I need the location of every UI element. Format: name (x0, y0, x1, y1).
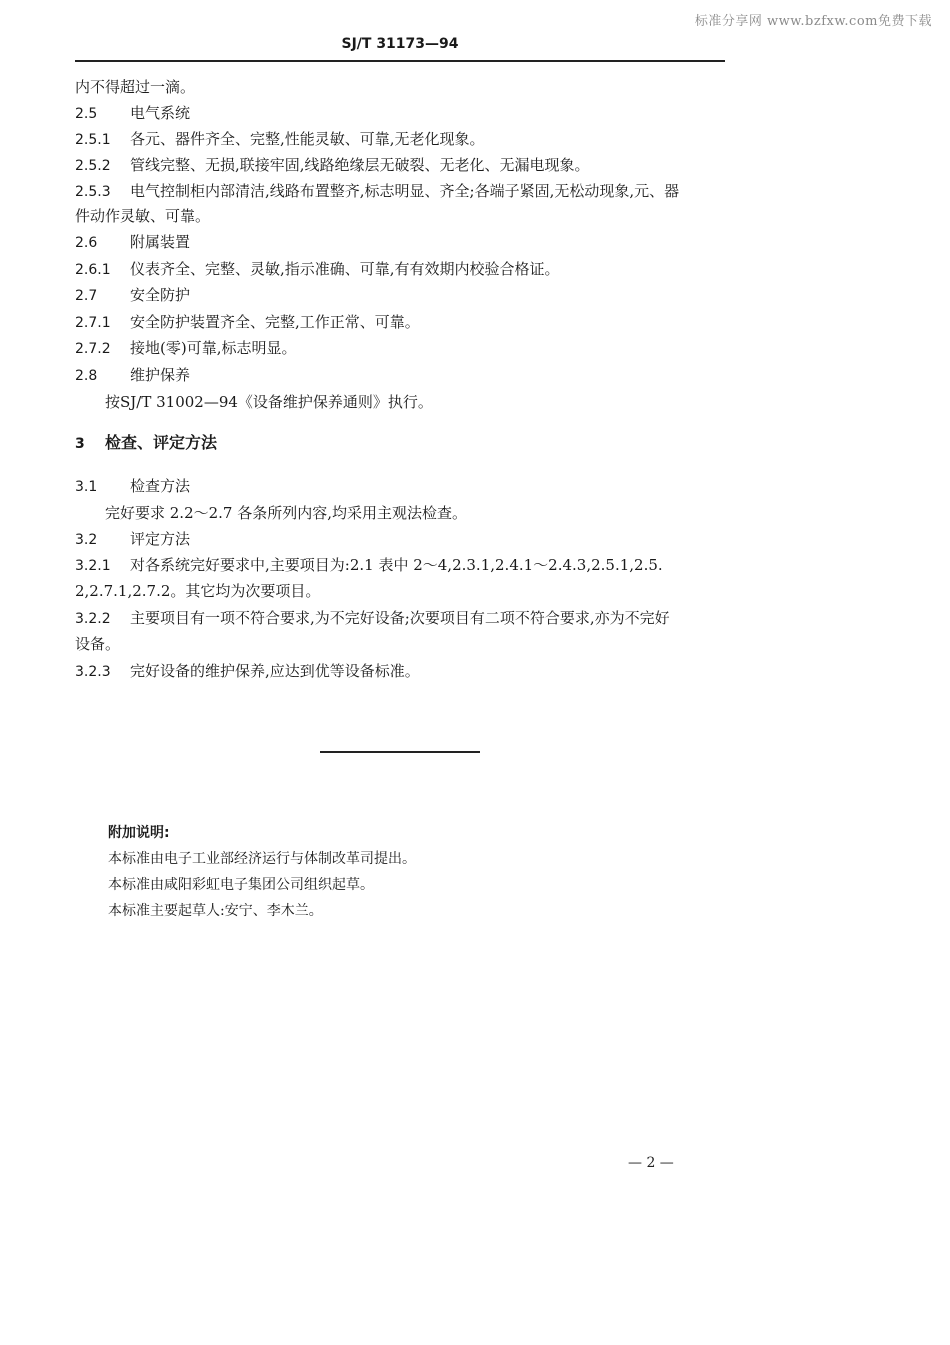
standard-code-header: SJ/T 31173—94 (341, 36, 459, 52)
clause-3-2-3: 3.2.3 完好设备的维护保养,应达到优等设备标准。 (75, 662, 420, 680)
chapter-heading-3: 3 检查、评定方法 (75, 433, 218, 452)
clause-2-5-3-continued: 件动作灵敏、可靠。 (75, 207, 211, 225)
clause-3-1-text: 完好要求 2.2～2.7 各条所列内容,均采用主观法检查。 (105, 504, 468, 522)
text-line: 内不得超过一滴。 (75, 78, 196, 96)
section-heading-2-7: 2.7 安全防护 (75, 286, 191, 304)
notes-title: 附加说明: (108, 825, 170, 841)
clause-3-2-2: 3.2.2 主要项目有一项不符合要求,为不完好设备;次要项目有二项不符合要求,亦为不完好 (75, 609, 670, 627)
section-heading-2-8: 2.8 维护保养 (75, 366, 191, 384)
notes-item: 本标准由咸阳彩虹电子集团公司组织起草。 (108, 877, 374, 893)
section-heading-3-2: 3.2 评定方法 (75, 530, 191, 548)
notes-item: 本标准由电子工业部经济运行与体制改革司提出。 (108, 851, 416, 867)
clause-3-2-1-continued: 2,2.7.1,2.7.2。其它均为次要项目。 (75, 582, 321, 600)
end-of-text-rule (320, 751, 480, 753)
header-divider (75, 60, 725, 62)
clause-2-8-text: 按SJ/T 31002—94《设备维护保养通则》执行。 (105, 393, 433, 411)
clause-2-7-1: 2.7.1 安全防护装置齐全、完整,工作正常、可靠。 (75, 313, 420, 331)
clause-2-5-2: 2.5.2 管线完整、无损,联接牢固,线路绝缘层无破裂、无老化、无漏电现象。 (75, 156, 590, 174)
notes-item: 本标准主要起草人:安宁、李木兰。 (108, 903, 323, 919)
section-heading-3-1: 3.1 检查方法 (75, 477, 191, 495)
clause-2-7-2: 2.7.2 接地(零)可靠,标志明显。 (75, 339, 297, 357)
section-heading-2-5: 2.5 电气系统 (75, 104, 191, 122)
clause-2-6-1: 2.6.1 仪表齐全、完整、灵敏,指示准确、可靠,有有效期内校验合格证。 (75, 260, 560, 278)
clause-3-2-2-continued: 设备。 (75, 635, 121, 653)
section-heading-2-6: 2.6 附属装置 (75, 233, 191, 251)
clause-3-2-1: 3.2.1 对各系统完好要求中,主要项目为:2.1 表中 2～4,2.3.1,2.4.1～2.4.3,2.5.1,2.5. (75, 556, 663, 574)
page-number: — 2 — (628, 1155, 674, 1171)
watermark-text: 标准分享网 www.bzfxw.com免费下载 (694, 14, 932, 29)
clause-2-5-1: 2.5.1 各元、器件齐全、完整,性能灵敏、可靠,无老化现象。 (75, 130, 485, 148)
clause-2-5-3: 2.5.3 电气控制柜内部清洁,线路布置整齐,标志明显、齐全;各端子紧固,无松动现象,元、器 (75, 182, 680, 200)
